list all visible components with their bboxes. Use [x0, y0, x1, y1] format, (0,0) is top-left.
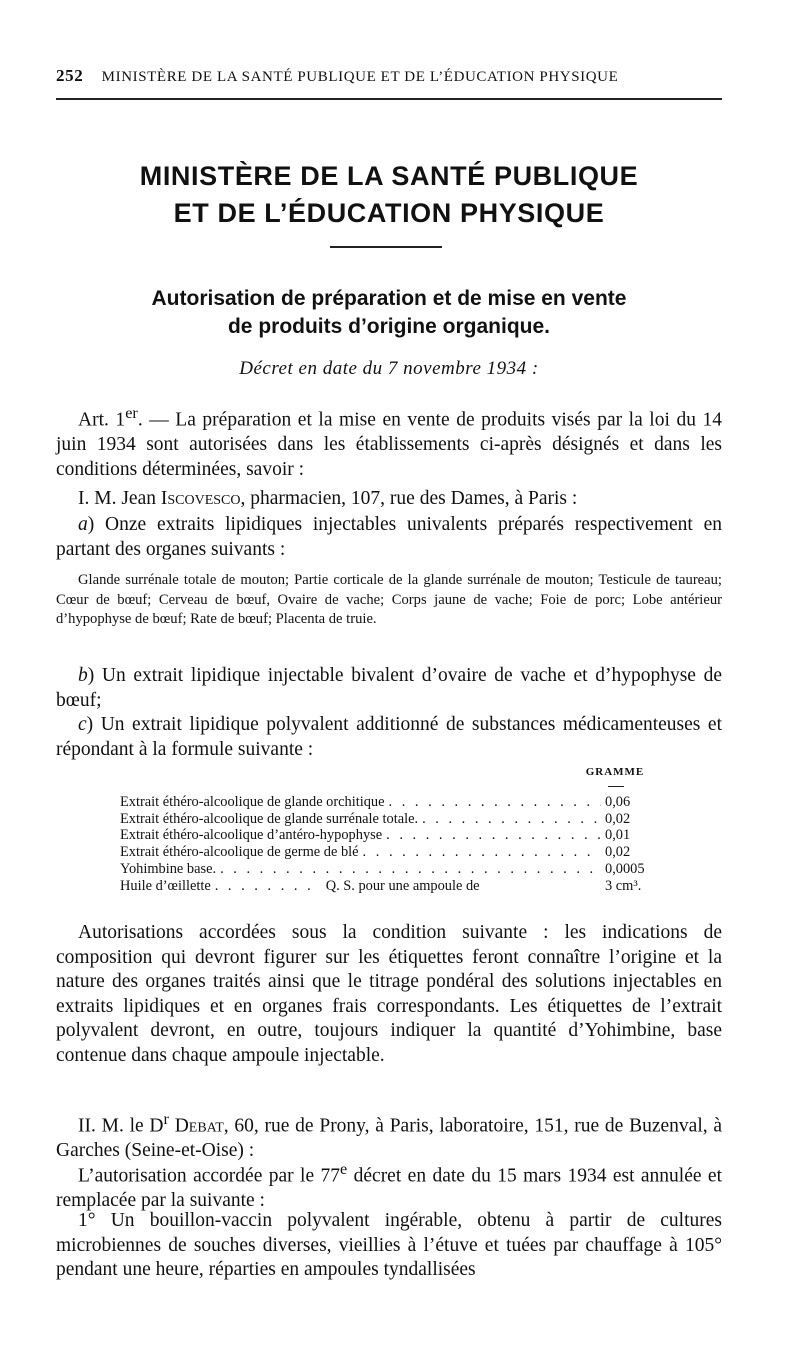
section-1-heading — [56, 487, 722, 512]
section-2-rest: , 60, rue de Prony, à Paris, laboratoire, 151, rue de Buzenval, à Garches (Seine-et-Oise) : — [56, 1115, 723, 1161]
leader-dots — [389, 794, 601, 811]
item-a — [56, 513, 722, 562]
formula-row — [120, 794, 675, 811]
section-2-prefix: II. M. le D — [78, 1115, 164, 1137]
article-1 — [56, 401, 722, 482]
section-title — [56, 158, 722, 232]
formula-table — [120, 794, 675, 894]
leader-dots — [220, 861, 601, 878]
organ-list: Glande surrénale totale de mouton; Partie corticale de la glande surrénale de mouton; Testicule de taureau; Cœur de bœuf; Cerveau de bœuf, Ovaire de vache; Corps jaune de vache; Foie de porc; Lobe antérieur d’hypophyse de bœuf; Rate de bœuf; Placenta de truie. — [56, 572, 722, 627]
article-1-sup: er — [125, 404, 138, 422]
formula-row-label: Extrait éthéro-alcoolique d’antéro-hypophyse — [120, 827, 383, 844]
formula-row-label: Extrait éthéro-alcoolique de glande orchitique — [120, 794, 385, 810]
article-1-text: . — La préparation et la mise en vente de produits visés par la loi du 14 juin 1934 sont autorisées dans les établissements ci-après désignés et dans les conditions déterminées, savoir : — [56, 409, 722, 480]
formula-row-note: Q. S. pour une ampoule de — [325, 877, 480, 894]
formula-row-value: 0,06 — [605, 794, 631, 810]
subtitle — [56, 285, 722, 341]
leader-dots — [215, 878, 314, 895]
item-1-number: 1° — [78, 1210, 96, 1231]
header-rule — [56, 98, 722, 100]
formula-row-last — [120, 878, 675, 895]
item-c — [56, 713, 722, 762]
item-a-text: ) Onze extraits lipidiques injectables univalents préparés respectivement en partant des organes suivants : — [56, 514, 722, 560]
formula-row — [120, 827, 675, 844]
annulment-pre: L’autorisation accordée par le 77 — [78, 1165, 341, 1187]
formula-row-value: 3 cm³. — [605, 877, 642, 894]
section-2-name: Debat — [174, 1115, 224, 1137]
item-1 — [56, 1209, 722, 1283]
subtitle-line-1: Autorisation de préparation et de mise en vente — [151, 287, 627, 310]
title-rule — [330, 246, 442, 248]
section-1-rest: , pharmacien, 107, rue des Dames, à Paris : — [240, 488, 578, 509]
leader-dots — [422, 811, 601, 828]
section-2-sup: r — [163, 1110, 169, 1128]
item-c-text: ) Un extrait lipidique polyvalent additionné de substances médicamenteuses et répondant à la formule suivante : — [56, 714, 722, 760]
formula-unit-header: GRAMME — [585, 766, 645, 778]
formula-row-value: 0,01 — [605, 827, 631, 844]
item-b-label: b — [78, 665, 88, 686]
page-number: 252 — [56, 66, 84, 85]
formula-row-label: Huile d’œillette — [120, 877, 211, 894]
article-1-head: Art. 1 — [78, 409, 126, 431]
formula-row-label: Extrait éthéro-alcoolique de glande surrénale totale. — [120, 810, 419, 827]
conditions-paragraph: Autorisations accordées sous la condition suivante : les indications de composition qui devront figurer sur les étiquettes feront connaître l’origine et la nature des organes traités ainsi que le titrage pondéral des solutions injectables en extraits lipidiques et en organes frais correspondants. Les étiquettes de l’extrait polyvalent devront, en outre, toujours indiquer la quantité d’Yohimbine, base contenue dans chaque ampoule injectable. — [56, 922, 722, 1066]
annulment-paragraph — [56, 1157, 722, 1214]
formula-row-value: 0,0005 — [605, 860, 645, 877]
section-2-heading — [56, 1107, 722, 1164]
item-b-text: ) Un extrait lipidique injectable bivalent d’ovaire de vache et d’hypophyse de bœuf; — [56, 665, 722, 711]
item-1-text: Un bouillon-vaccin polyvalent ingérable, obtenu à partir de cultures microbiennes de souches diverses, vieillies à l’étuve et tuées par chauffage à 105° pendant une heure, réparties en ampoules tyndallisées — [56, 1210, 722, 1280]
annulment-sup: e — [340, 1160, 348, 1178]
title-line-1: MINISTÈRE DE LA SANTÉ PUBLIQUE — [139, 161, 639, 191]
formula-row-value: 0,02 — [605, 844, 631, 861]
section-1-name: Iscovesco — [160, 488, 241, 509]
formula-row-label: Yohimbine base. — [120, 860, 217, 877]
running-header — [56, 66, 726, 86]
formula-row — [120, 861, 675, 878]
subtitle-line-2: de produits d’origine organique. — [227, 315, 550, 338]
formula-row-value: 0,02 — [605, 810, 631, 827]
item-b — [56, 664, 722, 713]
title-line-2: ET DE L’ÉDUCATION PHYSIQUE — [173, 198, 605, 228]
formula-row — [120, 844, 675, 861]
leader-dots — [363, 844, 601, 861]
formula-row — [120, 811, 675, 828]
section-1-prefix: I. M. Jean — [78, 488, 161, 509]
running-title: MINISTÈRE DE LA SANTÉ PUBLIQUE ET DE L’ÉDUCATION PHYSIQUE — [101, 69, 619, 85]
annulment-post: décret en date du 15 mars 1934 est annulée et remplacée par la suivante : — [56, 1165, 722, 1211]
formula-unit-rule — [608, 786, 624, 787]
item-a-label: a — [78, 514, 88, 535]
item-c-label: c — [78, 714, 87, 735]
decree-date: Décret en date du 7 novembre 1934 : — [239, 358, 539, 379]
leader-dots — [386, 827, 601, 844]
formula-row-label: Extrait éthéro-alcoolique de germe de blé — [120, 844, 359, 861]
